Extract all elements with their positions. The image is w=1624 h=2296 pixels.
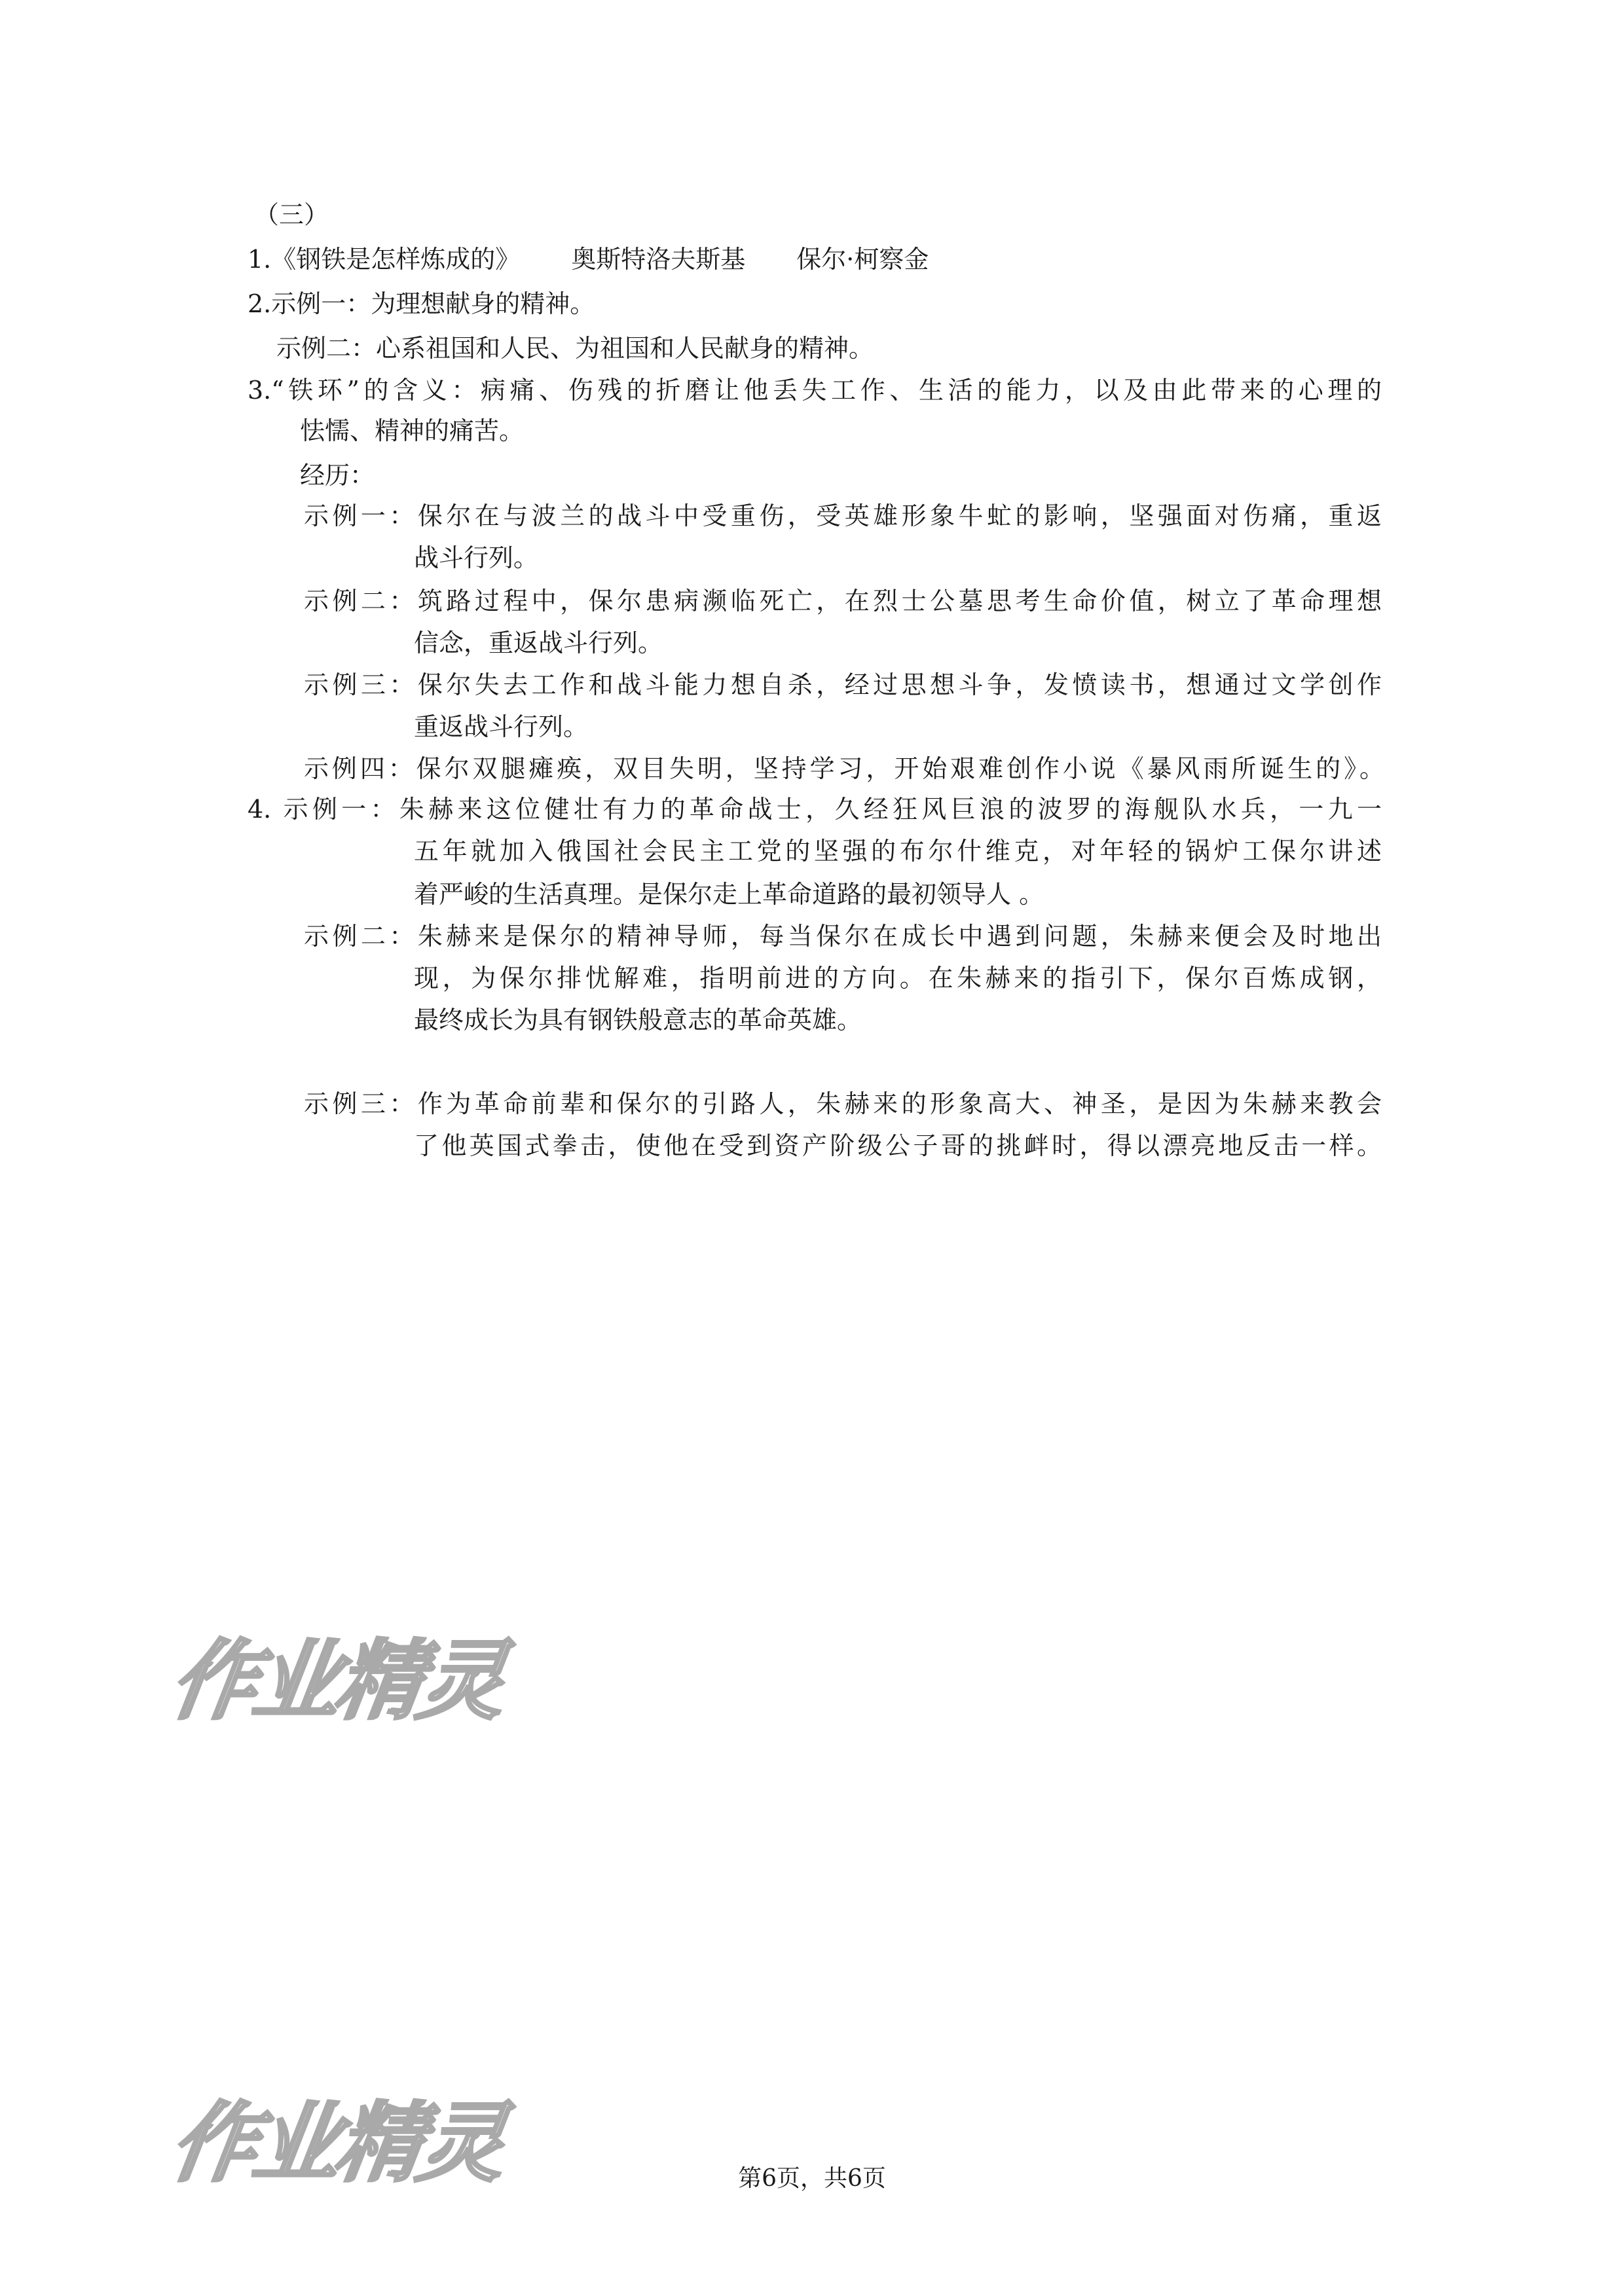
section-heading: （三） (254, 200, 329, 229)
answer-1 (248, 243, 929, 276)
author-name: 奥斯特洛夫斯基 (571, 245, 746, 274)
answer-4-example-1-end: 着严峻的生活真理。是保尔走上革命道路的最初领导人 。 (414, 880, 1044, 909)
answer-4-example-2-end: 最终成长为具有钢铁般意志的革命英雄。 (414, 1006, 862, 1034)
answer-3-meaning-cont: 怯懦、精神的痛苦。 (300, 416, 525, 445)
answer-3-meaning: 3.“铁环”的含义：病痛、伤残的折磨让他丢失工作、生活的能力，以及由此带来的心理的 (248, 376, 1382, 405)
answer-4-example-3-cont: 了他英国式拳击，使他在受到资产阶级公子哥的挑衅时，得以漂亮地反击一样。 (414, 1131, 1382, 1160)
experience-example-1-cont: 战斗行列。 (414, 543, 539, 572)
page-footer: 第6页，共6页 (738, 2165, 886, 2192)
answer-4-example-1-cont: 五年就加入俄国社会民主工党的坚强的布尔什维克，对年轻的锅炉工保尔讲述 (414, 837, 1382, 866)
experience-label: 经历： (300, 461, 375, 490)
answer-4-example-3: 示例三：作为革命前辈和保尔的引路人，朱赫来的形象高大、神圣，是因为朱赫来教会 (304, 1089, 1382, 1118)
watermark-logo-bottom: 作业精灵 (164, 2093, 509, 2194)
answer-2-example-2: 示例二：心系祖国和人民、为祖国和人民献身的精神。 (276, 334, 874, 363)
answer-2-example-1: 2.示例一：为理想献身的精神。 (248, 289, 595, 318)
experience-example-1: 示例一：保尔在与波兰的战斗中受重伤，受英雄形象牛虻的影响，坚强面对伤痛，重返 (304, 501, 1382, 530)
hero-name: 保尔·柯察金 (796, 245, 929, 274)
experience-example-2-cont: 信念，重返战斗行列。 (414, 629, 663, 657)
watermark-logo: 作业精灵 (164, 1631, 509, 1732)
experience-example-3-cont: 重返战斗行列。 (414, 712, 589, 741)
answer-1-number: 1. (248, 245, 272, 274)
experience-example-2: 示例二：筑路过程中，保尔患病濒临死亡，在烈士公墓思考生命价值，树立了革命理想 (304, 587, 1382, 615)
answer-4-example-2: 示例二：朱赫来是保尔的精神导师，每当保尔在成长中遇到问题，朱赫来便会及时地出 (304, 922, 1382, 951)
answer-4-example-1: 4. 示例一：朱赫来这位健壮有力的革命战士，久经狂风巨浪的波罗的海舰队水兵，一九一 (248, 795, 1382, 824)
experience-example-3: 示例三：保尔失去工作和战斗能力想自杀，经过思想斗争，发愤读书，想通过文学创作 (304, 670, 1382, 699)
experience-example-4: 示例四：保尔双腿瘫痪，双目失明，坚持学习，开始艰难创作小说《暴风雨所诞生的》。 (304, 754, 1384, 783)
answer-4-example-2-cont: 现，为保尔排忧解难，指明前进的方向。在朱赫来的指引下，保尔百炼成钢， (414, 964, 1382, 993)
book-title: 《钢铁是怎样炼成的》 (271, 245, 521, 274)
